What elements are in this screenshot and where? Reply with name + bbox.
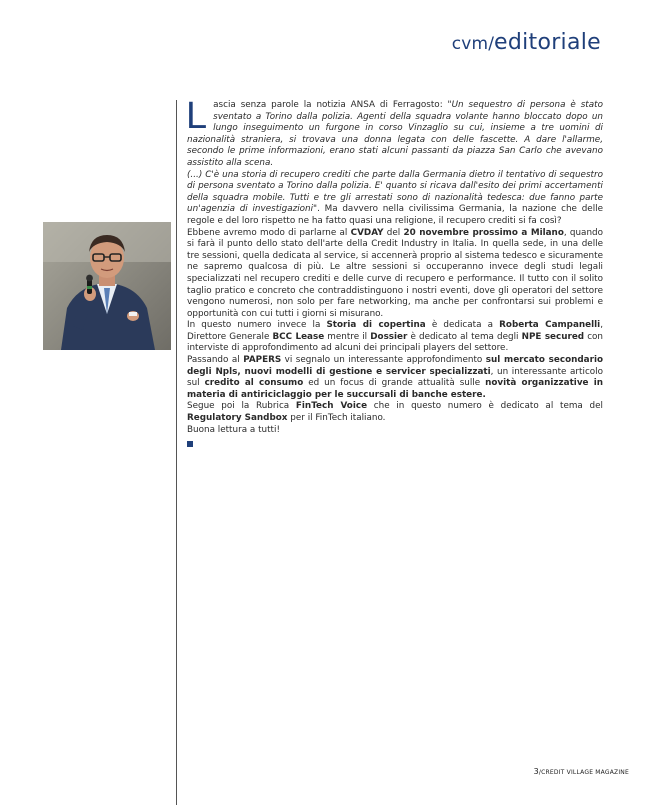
text-run: . Ma davvero nella civilissima Germania, la nazione che delle regole e del loro rispetto ne ha fatto quasi una religione, il recupero crediti si fa così? xyxy=(187,204,603,226)
editorial-article xyxy=(186,95,604,452)
bold-run: novità organizzative in materia di antiriciclaggio per le succursali di banche estere. xyxy=(187,378,604,400)
italic-run: (...) C'è una storia di recupero crediti che parte dalla Germania dietro il tentativo di sequestro di persona sventato a Torino dalla polizia. E' quanto si ricava dall'esito dei primi accertamenti della squadra mobile. Tutti e tre gli arrestati sono di nazionalità tedesca: due fanno parte un'agenzia di investigazioni" xyxy=(187,169,603,215)
header-title: editoriale xyxy=(494,30,601,55)
bold-run: Storia di copertina xyxy=(326,320,426,331)
bold-run: PAPERS xyxy=(243,355,282,366)
bold-run: FinTech Voice xyxy=(295,401,368,412)
end-mark-square xyxy=(187,441,193,447)
paragraph-1 xyxy=(186,95,603,170)
bold-run: BCC Lease xyxy=(272,331,325,342)
bold-run: NPE secured xyxy=(521,331,585,342)
text-run: è dedicata a xyxy=(425,320,500,331)
text-run: Passando al xyxy=(187,355,244,366)
footer-separator: / xyxy=(538,769,542,776)
paragraph-4 xyxy=(187,320,603,355)
header-separator: / xyxy=(488,34,495,54)
magazine-name: CREDIT VILLAGE MAGAZINE xyxy=(541,769,629,776)
bold-run: CVDAY xyxy=(350,227,384,238)
bold-run: Dossier xyxy=(370,331,408,342)
text-run: che in questo numero è dedicato al tema del xyxy=(367,401,603,412)
paragraph-5 xyxy=(187,355,603,401)
text-run: vi segnalo un interessante approfondimento xyxy=(281,355,486,366)
bold-run: 20 novembre prossimo a Milano xyxy=(403,227,564,238)
text-run: per il FinTech italiano. xyxy=(287,413,386,424)
text-run: , Direttore Generale xyxy=(187,320,603,342)
vertical-rule xyxy=(176,100,177,805)
text-run: In questo numero invece la xyxy=(187,320,327,331)
text-run: con interviste di approfondimento ad alcuni dei principali players del settore. xyxy=(187,331,604,354)
paragraph-2 xyxy=(187,170,603,228)
page-number: 3 xyxy=(533,767,539,776)
closing-line: Buona lettura a tutti! xyxy=(187,424,280,435)
text-run: è dedicato al tema degli xyxy=(407,331,522,342)
header-prefix: cvm xyxy=(451,34,489,54)
drop-cap: L xyxy=(186,95,208,137)
text-run: del xyxy=(383,227,404,238)
text-run: mentre il xyxy=(324,331,371,342)
paragraph-6 xyxy=(187,401,603,424)
paragraph-3 xyxy=(187,228,603,321)
section-header xyxy=(452,30,601,55)
italic-run: Un sequestro di persona è stato sventato a Torino dalla polizia. Agenti della squadra volante hanno bloccato dopo un lungo inseguimento un furgone in corso Vinzaglio su cui, insieme a tre uomini di nazionalità straniera, si trovava una donna legata con delle fascette. A dare l'allarme, secondo le prime informazioni, erano stati alcuni passanti da piazza San Carlo che avevano assistito alla scena. xyxy=(187,100,603,168)
author-photo-illustration xyxy=(43,222,171,350)
text-run: ascia senza parole la notizia ANSA di Ferragosto: " xyxy=(213,100,452,110)
text-run: ed un focus di grande attualità sulle xyxy=(303,378,486,389)
page-footer xyxy=(534,767,629,776)
bold-run: Roberta Campanelli xyxy=(499,320,601,331)
bold-run: Regulatory Sandbox xyxy=(187,413,288,424)
bold-run: credito al consumo xyxy=(204,378,304,389)
text-run: , quando si farà il punto dello stato dell'arte della Credit Industry in Italia. In quella sede, in una delle tre sessioni, quella dedicata al service, si accennerà proprio al sistema tedesco e sicuramente ne sapremo qualcosa di più. Le altre sessioni si occuperanno invece degli studi legali specializzati nel recupero crediti e delle curve di recupero e performance. Il tutto con il solito taglio pratico e concreto che contraddistinguono i nostri eventi, dove gli operatori del settore vengono numerosi, non solo per fare networking, ma anche per confrontarsi sui problemi e opportunità con cui tutti i giorni si misurano. xyxy=(187,227,603,319)
bold-run: sul mercato secondario degli Npls, nuovi modelli di gestione e servicer specializzati xyxy=(187,355,604,377)
text-run: , un interessante articolo sul xyxy=(187,366,603,389)
text-run: Ebbene avremo modo di parlarne al xyxy=(187,227,351,238)
text-run: Segue poi la Rubrica xyxy=(187,401,296,412)
author-photo xyxy=(43,222,171,350)
